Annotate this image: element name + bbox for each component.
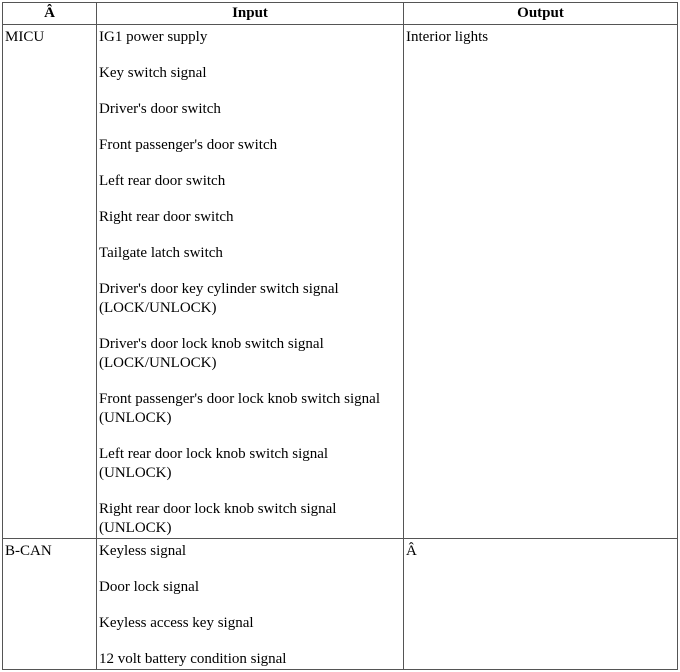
- input-item: Keyless access key signal: [99, 615, 254, 631]
- input-item: Driver's door switch: [99, 101, 221, 117]
- input-list: [97, 539, 404, 670]
- input-item: Key switch signal: [99, 65, 207, 81]
- row-label: MICU: [3, 25, 97, 539]
- table-row: [3, 539, 678, 670]
- output-cell: Â: [404, 539, 678, 670]
- system-io-table: [2, 2, 678, 670]
- header-input: Input: [97, 3, 404, 25]
- input-item: IG1 power supply: [99, 29, 208, 45]
- input-item: Driver's door lock knob switch signal (LOCK/UNLOCK): [99, 336, 324, 371]
- header-row: [3, 3, 678, 25]
- input-list: [97, 25, 404, 539]
- row-label: B-CAN: [3, 539, 97, 670]
- header-output: Output: [404, 3, 678, 25]
- input-item: Left rear door switch: [99, 173, 226, 189]
- output-cell: Interior lights: [404, 25, 678, 539]
- input-item: Right rear door switch: [99, 209, 234, 225]
- input-item: Left rear door lock knob switch signal (UNLOCK): [99, 446, 329, 481]
- input-item: Front passenger's door lock knob switch signal (UNLOCK): [99, 391, 381, 426]
- input-item: Door lock signal: [99, 579, 199, 595]
- input-item: 12 volt battery condition signal: [99, 651, 287, 667]
- input-item: Keyless signal: [99, 543, 187, 559]
- input-item: Tailgate latch switch: [99, 245, 223, 261]
- table-row: [3, 25, 678, 539]
- input-item: Front passenger's door switch: [99, 137, 278, 153]
- input-item: Right rear door lock knob switch signal (UNLOCK): [99, 501, 337, 536]
- input-item: Driver's door key cylinder switch signal (LOCK/UNLOCK): [99, 281, 339, 316]
- header-blank: Â: [3, 3, 97, 25]
